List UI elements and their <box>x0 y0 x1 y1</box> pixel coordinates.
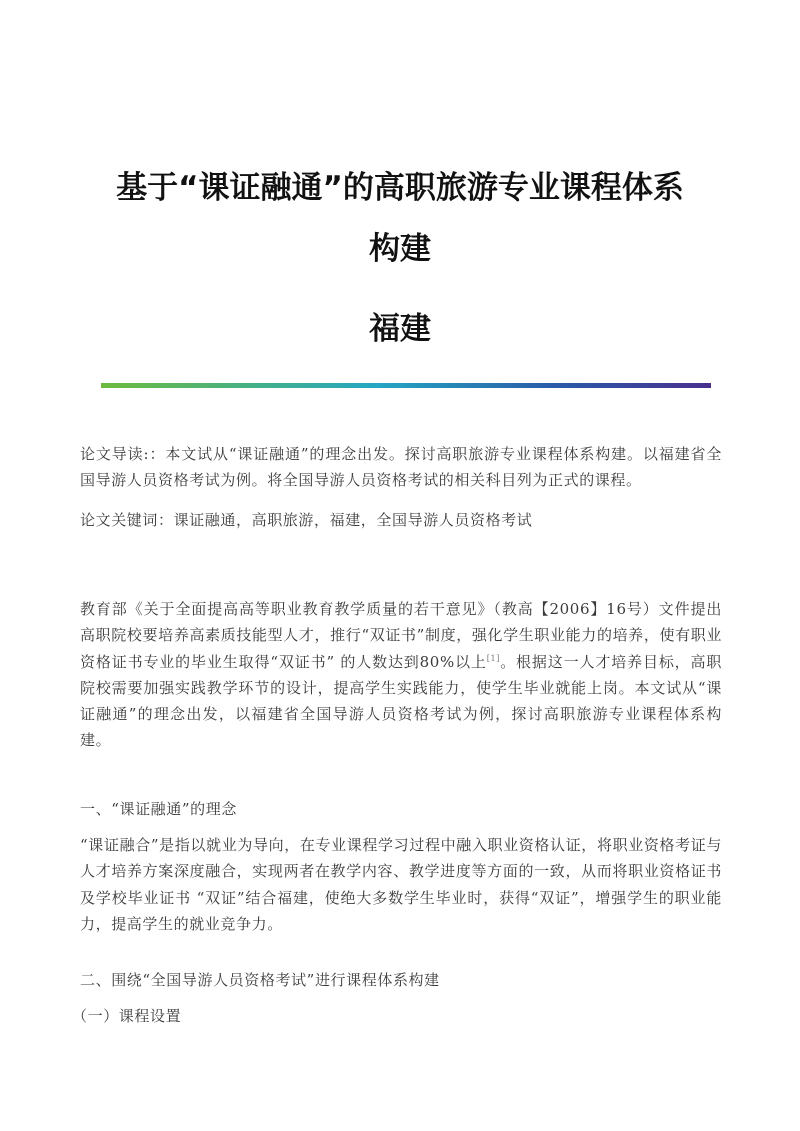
paragraph-text: 。根据这一人才培养目标，高职院校需要加强实践教学环节的设计，提高学生实践能力，使学生毕业就能上岗。本文试从“课证融通”的理念出发，以福建省全国导游人员资格考试为例，探讨高职旅游专业课程体系构建。 <box>80 652 723 750</box>
keywords: 论文关键词：课证融通，高职旅游，福建，全国导游人员资格考试 <box>80 511 533 529</box>
author-line: 福建 <box>369 311 431 347</box>
body-paragraph-1 <box>80 596 722 754</box>
paragraph-text: 教育部《关于全面提高高等职业教育教学质量的若干意见》（教高【2006】16号）文件提出高职院校要培养高素质技能型人才，推行“双证书”制度，强化学生职业能力的培养，使有职业资格证书专业的毕业生取得“双证书” 的人数达到80%以上 <box>80 600 722 671</box>
paper-title-line2: 构建 <box>369 231 431 267</box>
title-divider <box>101 383 711 388</box>
reference-marker: [1] <box>486 653 500 663</box>
section-heading-1: 一、“课证融通”的理念 <box>80 800 237 818</box>
body-paragraph-2: “课证融合”是指以就业为导向，在专业课程学习过程中融入职业资格认证，将职业资格考证与人才培养方案深度融合，实现两者在教学内容、教学进度等方面的一致，从而将职业资格证书及学校毕业证书 “双证”结合福建，使绝大多数学生毕业时，获得“双证”，增强学生的职业能力，提高学生的就业竞争力。 <box>80 836 722 933</box>
section-heading-2: 二、围绕“全国导游人员资格考试”进行课程体系构建 <box>80 971 440 989</box>
abstract: 论文导读:：本文试从“课证融通”的理念出发。探讨高职旅游专业课程体系构建。以福建省全国导游人员资格考试为例。将全国导游人员资格考试的相关科目列为正式的课程。 <box>80 445 722 489</box>
subsection-heading: （一）课程设置 <box>72 1007 182 1025</box>
paper-title-line1: 基于“课证融通”的高职旅游专业课程体系 <box>116 170 684 206</box>
